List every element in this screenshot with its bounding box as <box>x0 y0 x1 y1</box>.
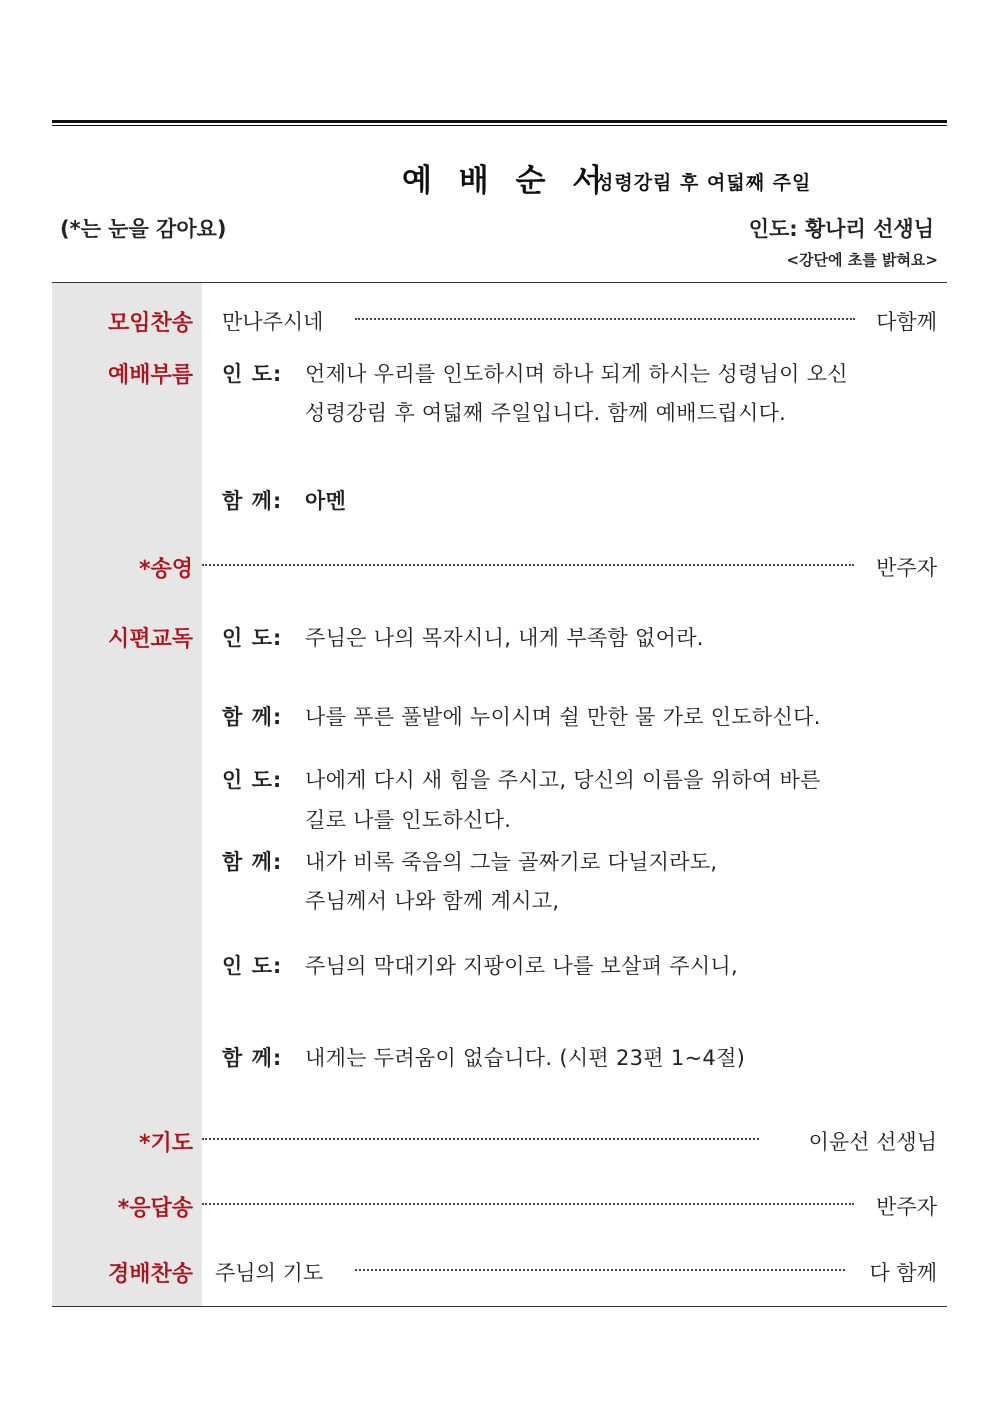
call-to-worship-label: 예배부름 <box>107 363 193 388</box>
call-all-speaker: 함 께: <box>222 489 283 513</box>
psalm-line-3: 나에게 다시 새 힘을 주시고, 당신의 이름을 위하여 바른 <box>305 768 821 792</box>
psalm-line-2: 나를 푸른 풀밭에 누이시며 쉴 만한 물 가로 인도하신다. <box>305 705 821 729</box>
psalm-speaker-6: 함 께: <box>222 1046 283 1070</box>
response-leader-dots <box>202 1203 854 1205</box>
psalm-speaker-5: 인 도: <box>222 954 283 978</box>
top-double-rule-thick <box>52 120 947 123</box>
prayer-by: 이윤선 선생님 <box>808 1130 937 1154</box>
page-subtitle: 성령강림 후 여덟째 주일 <box>595 172 812 194</box>
psalm-line-1: 주님은 나의 목자시니, 내게 부족함 없어라. <box>305 626 704 650</box>
worship-leader: 인도: 황나리 선생님 <box>748 217 934 241</box>
psalm-speaker-2: 함 께: <box>222 705 283 729</box>
call-leader-speaker: 인 도: <box>222 362 283 386</box>
closing-hymn-leader-dots <box>355 1269 845 1271</box>
prayer-label: *기도 <box>138 1131 193 1156</box>
praise-label: *송영 <box>138 557 193 582</box>
response-label: *응답송 <box>117 1196 193 1221</box>
opening-hymn-label: 모임찬송 <box>107 311 193 336</box>
closing-hymn-label: 경배찬송 <box>107 1262 193 1287</box>
psalm-line-5: 주님의 막대기와 지팡이로 나를 보살펴 주시니, <box>305 954 738 978</box>
prayer-leader-dots <box>202 1138 759 1140</box>
eyes-closed-note: (*는 눈을 감아요) <box>60 217 227 241</box>
call-leader-line2: 성령강림 후 여덟째 주일입니다. 함께 예배드립시다. <box>305 401 787 425</box>
candle-note: <강단에 초를 밝혀요> <box>786 251 938 269</box>
psalm-line-4-cont: 주님께서 나와 함께 계시고, <box>305 889 560 913</box>
closing-hymn-title: 주님의 기도 <box>215 1261 324 1285</box>
psalm-speaker-3: 인 도: <box>222 768 283 792</box>
praise-leader-dots <box>202 564 854 566</box>
psalm-speaker-4: 함 께: <box>222 850 283 874</box>
opening-hymn-leader-dots <box>355 318 855 320</box>
call-all-line: 아멘 <box>305 489 347 513</box>
opening-hymn-title: 만나주시네 <box>222 310 324 334</box>
psalm-line-4: 내가 비록 죽음의 그늘 골짜기로 다닐지라도, <box>305 850 718 874</box>
call-leader-line1: 언제나 우리를 인도하시며 하나 되게 하시는 성령님이 오신 <box>305 362 848 386</box>
page-title: 예 배 순 서 <box>402 163 611 199</box>
psalm-line-3-cont: 길로 나를 인도하신다. <box>305 808 512 832</box>
order-bottom-rule <box>52 1306 947 1307</box>
praise-by: 반주자 <box>876 556 937 580</box>
opening-hymn-by: 다함께 <box>876 310 937 334</box>
psalm-line-6: 내게는 두려움이 없습니다. (시편 23편 1~4절) <box>305 1046 746 1070</box>
closing-hymn-by: 다 함께 <box>869 1261 937 1285</box>
psalm-speaker-1: 인 도: <box>222 626 283 650</box>
response-by: 반주자 <box>876 1195 937 1219</box>
top-double-rule-thin <box>52 125 947 126</box>
psalm-reading-label: 시편교독 <box>107 627 193 652</box>
